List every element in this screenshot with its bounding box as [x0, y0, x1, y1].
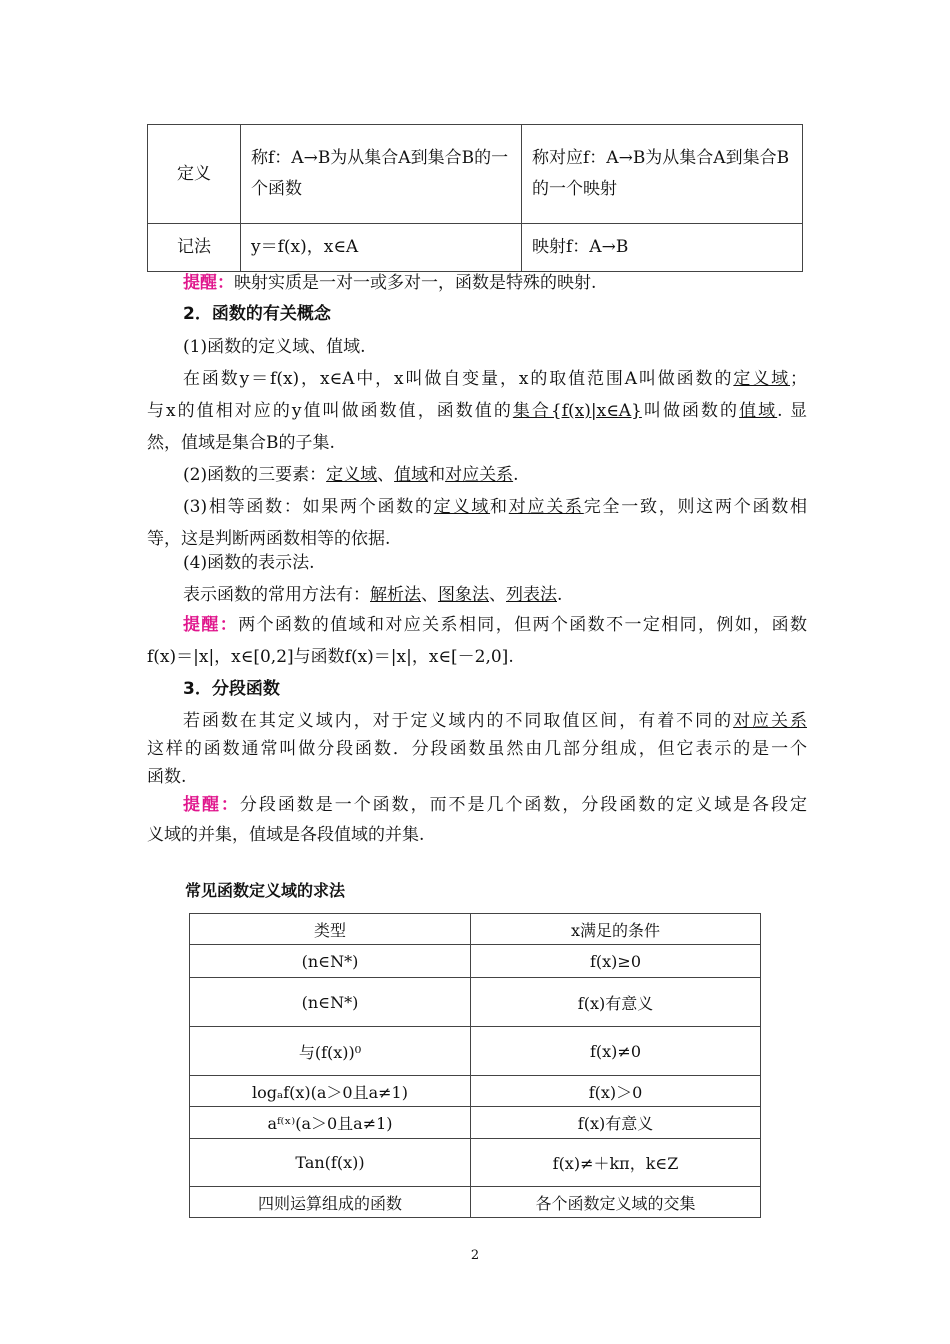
- table-caption: 常见函数定义域的求法: [185, 881, 346, 900]
- row-label-definition: 定义: [148, 125, 241, 224]
- term-domain: 定义域: [733, 369, 791, 389]
- table-row: aᶠ⁽ˣ⁾(a＞0且a≠1) f(x)有意义: [190, 1107, 761, 1139]
- paragraph: (2)函数的三要素：定义域、值域和对应关系.: [183, 465, 519, 485]
- page-number: 2: [470, 1248, 480, 1263]
- mapping-definition-cell: 称对应f：A→B为从集合A到集合B的一个映射: [522, 125, 803, 224]
- row-label-notation: 记法: [148, 224, 241, 272]
- table-row: 与(f(x))⁰ f(x)≠0: [190, 1027, 761, 1076]
- function-definition-cell: 称f：A→B为从集合A到集合B的一个函数: [241, 125, 522, 224]
- paragraph: (4)函数的表示法.: [183, 553, 315, 573]
- tip-label: 提醒：: [183, 795, 240, 815]
- tip-text: 映射实质是一对一或多对一，函数是特殊的映射.: [234, 273, 597, 293]
- table-row: [148, 125, 803, 224]
- mapping-notation-cell: 映射f：A→B: [522, 224, 803, 272]
- table-row: 四则运算组成的函数 各个函数定义域的交集: [190, 1187, 761, 1218]
- tip-mapping: [147, 266, 807, 300]
- paragraph: (1)函数的定义域、值域.: [183, 337, 366, 357]
- term-set: 集合{f(x)|x∈A}: [512, 401, 642, 421]
- tip-equal-functions-cont: f(x)＝|x|，x∈[0,2]与函数f(x)＝|x|，x∈[－2,0].: [147, 647, 514, 667]
- table-row: logₐf(x)(a＞0且a≠1) f(x)＞0: [190, 1076, 761, 1107]
- header-condition: x满足的条件: [471, 914, 761, 945]
- section-heading-2: 2．函数的有关概念: [183, 304, 331, 324]
- paragraph: 函数.: [147, 767, 187, 787]
- paragraph: 等，这是判断两函数相等的依据.: [147, 529, 391, 549]
- tip-label: 提醒：: [183, 273, 234, 293]
- paragraph: 若函数在其定义域内，对于定义域内的不同取值区间，有着不同的对应关系: [183, 711, 807, 731]
- tip-piecewise: 提醒：分段函数是一个函数，而不是几个函数，分段函数的定义域是各段定: [183, 795, 807, 815]
- tip-label: 提醒：: [183, 615, 239, 635]
- table-row: (n∈N*) f(x)有意义: [190, 978, 761, 1027]
- paragraph: 然，值域是集合B的子集.: [147, 433, 335, 453]
- domain-rules-table: [189, 913, 761, 1218]
- paragraph: 表示函数的常用方法有：解析法、图象法、列表法.: [183, 585, 563, 605]
- paragraph: 这样的函数通常叫做分段函数．分段函数虽然由几部分组成，但它表示的是一个: [147, 739, 807, 759]
- paragraph: 在函数y＝f(x)，x∈A中，x叫做自变量，x的取值范围A叫做函数的定义域；: [183, 369, 808, 389]
- tip-piecewise-cont: 义域的并集，值域是各段值域的并集.: [147, 825, 425, 845]
- mapping-comparison-table: [147, 124, 803, 272]
- section-heading-3: 3．分段函数: [183, 679, 280, 699]
- table-header-row: [190, 914, 761, 945]
- table-row: (n∈N*) f(x)≥0: [190, 945, 761, 978]
- tip-equal-functions: 提醒：两个函数的值域和对应关系相同，但两个函数不一定相同，例如，函数: [183, 615, 808, 635]
- paragraph: (3)相等函数：如果两个函数的定义域和对应关系完全一致，则这两个函数相: [183, 497, 808, 517]
- function-notation-cell: y＝f(x)，x∈A: [241, 224, 522, 272]
- table-row: Tan(f(x)) f(x)≠＋kπ，k∈Z: [190, 1139, 761, 1187]
- term-range: 值域: [739, 401, 778, 421]
- paragraph: 与x的值相对应的y值叫做函数值，函数值的集合{f(x)|x∈A}叫做函数的值域. 显: [147, 401, 808, 421]
- table-row: [148, 224, 803, 272]
- header-type: 类型: [190, 914, 471, 945]
